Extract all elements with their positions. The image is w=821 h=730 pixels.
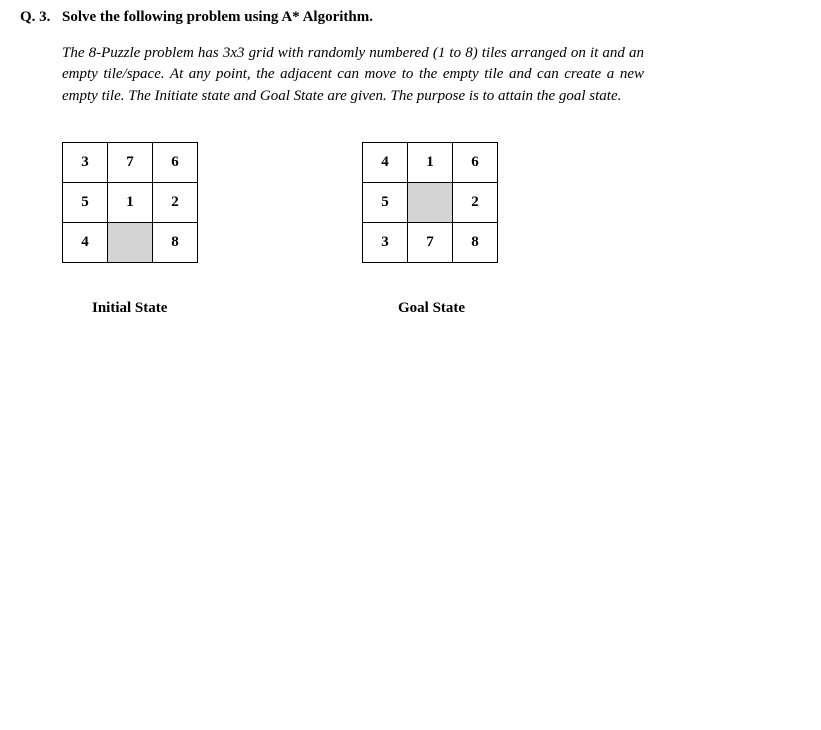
grid-row [63,183,198,223]
grid-row [363,223,498,263]
tile: 4 [63,223,108,263]
tile: 6 [453,143,498,183]
grid-row [63,143,198,183]
tile: 6 [153,143,198,183]
question-title: Solve the following problem using A* Algorithm. [62,9,374,25]
initial-state-label: Initial State [92,300,168,316]
tile: 4 [363,143,408,183]
goal-state-grid [362,142,498,263]
grid-row [63,223,198,263]
goal-state-label: Goal State [398,300,466,316]
tile: 5 [63,183,108,223]
tile: 7 [108,143,153,183]
initial-state-grid [62,142,198,263]
question-heading [20,9,373,26]
tile: 8 [153,223,198,263]
tile: 2 [453,183,498,223]
tile: 5 [363,183,408,223]
tile: 1 [108,183,153,223]
empty-tile [108,223,153,263]
tile: 1 [408,143,453,183]
tile: 3 [363,223,408,263]
tile: 8 [453,223,498,263]
tile: 3 [63,143,108,183]
question-number: Q. 3. [20,9,51,25]
problem-description: The 8-Puzzle problem has 3x3 grid with randomly numbered (1 to 8) tiles arranged on it and an empty tile/space. At any point, the adjacent can move to the empty tile and can create a new empty tile. The Initiate state and Goal State are given. The purpose is to attain the goal state. [62,45,644,104]
grid-row [363,183,498,223]
tile: 2 [153,183,198,223]
tile: 7 [408,223,453,263]
grid-row [363,143,498,183]
empty-tile [408,183,453,223]
